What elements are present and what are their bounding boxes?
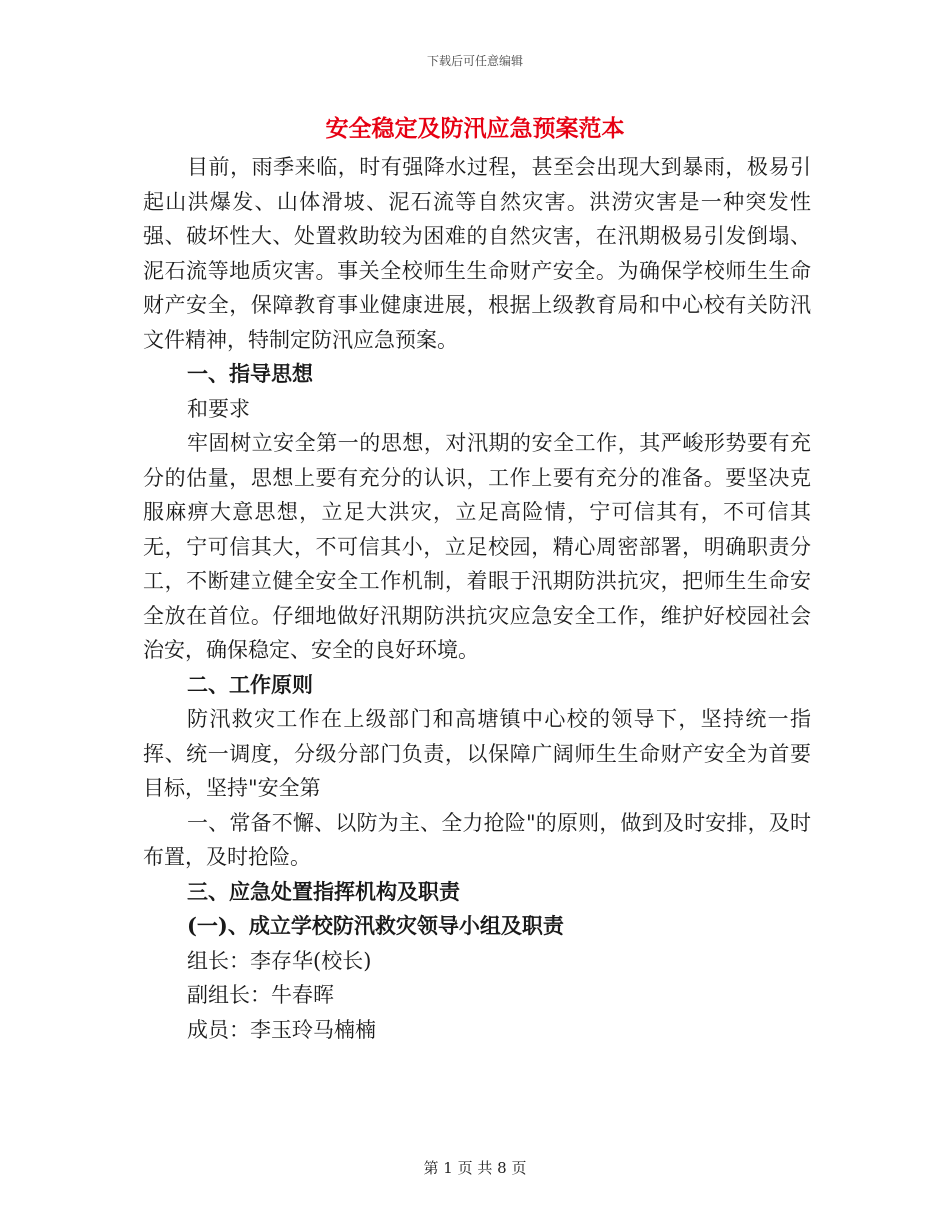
page-header-note: 下载后可任意编辑 <box>426 54 523 68</box>
paragraph-guiding-ideology: 牢固树立安全第一的思想，对汛期的安全工作，其严峻形势要有充分的估量，思想上要有充分的认识，工作上要有充分的准备。要坚决克服麻痹大意思想，立足大洪灾，立足高险情，宁可信其有，不可信其无，宁可信其大，不可信其小，立足校园，精心周密部署，明确职责分工，不断建立健全安全工作机制，着眼于汛期防洪抗灾，把师生生命安全放在首位。仔细地做好汛期防洪抗灾应急安全工作，维护好校园社会治安，确保稳定、安全的良好环境。 <box>143 431 811 662</box>
paragraph-requirements-label: 和要求 <box>187 396 250 421</box>
paragraph-work-principles: 防汛救灾工作在上级部门和高塘镇中心校的领导下，坚持统一指挥、统一调度，分级分部门负责，以保障广阔师生生命财产安全为首要目标，坚持"安全第 <box>143 707 811 800</box>
members-line: 成员：李玉玲马楠楠 <box>187 1017 376 1042</box>
deputy-leader-line: 副组长：牛春晖 <box>187 983 334 1007</box>
intro-paragraph: 目前，雨季来临，时有强降水过程，甚至会出现大到暴雨，极易引起山洪爆发、山体滑坡、泥石流等自然灾害。洪涝灾害是一种突发性强、破坏性大、处置救助较为困难的自然灾害，在汛期极易引发倒塌、泥石流等地质灾害。事关全校师生生命财产安全。为确保学校师生生命财产安全，保障教育事业健康进展，根据上级教育局和中心校有关防汛文件精神，特制定防汛应急预案。 <box>143 155 811 352</box>
leader-line: 组长：李存华(校长) <box>187 948 372 973</box>
document-title: 安全稳定及防汛应急预案范本 <box>325 115 625 142</box>
document-body <box>143 150 811 1047</box>
section-heading-work-principles: 二、工作原则 <box>187 671 313 697</box>
paragraph-work-principles-continued: 一、常备不懈、以防为主、全力抢险"的原则，做到及时安排，及时布置，及时抢险。 <box>143 810 811 869</box>
section-heading-guiding-ideology: 一、指导思想 <box>187 361 313 386</box>
subsection-heading-leadership-group: (一)、成立学校防汛救灾领导小组及职责 <box>187 913 564 938</box>
page-number-footer: 第 1 页 共 8 页 <box>423 1159 527 1177</box>
section-heading-command-structure: 三、应急处置指挥机构及职责 <box>187 878 460 904</box>
